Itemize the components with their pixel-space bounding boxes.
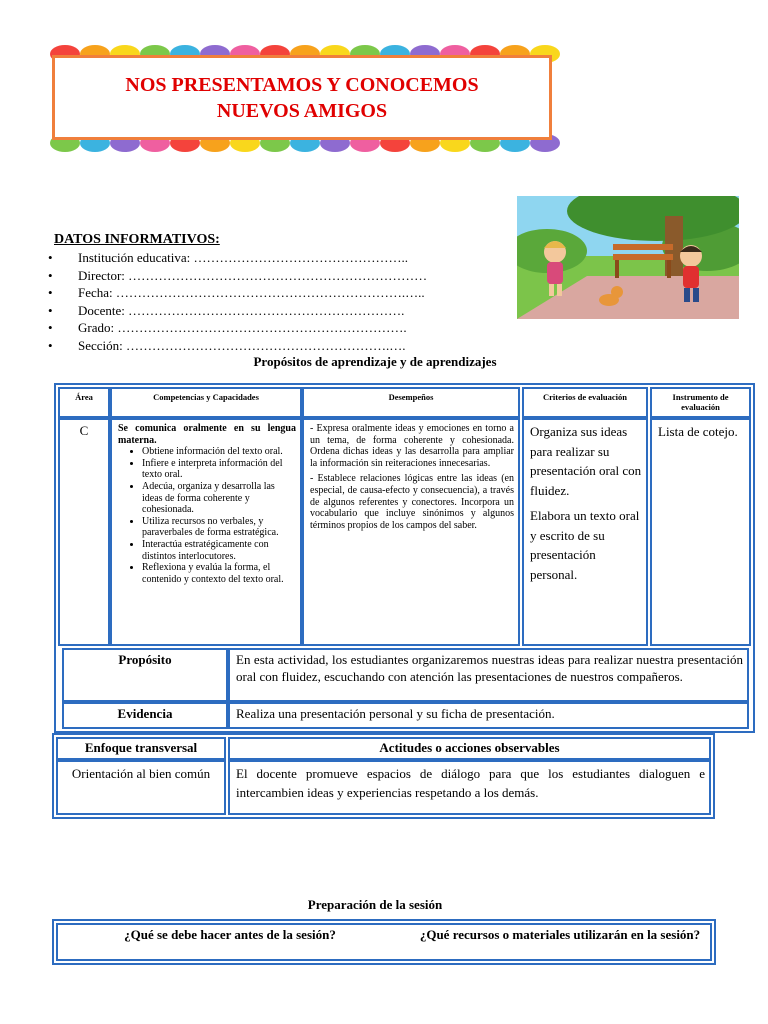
- capacidades-list: [118, 446, 296, 585]
- header-competencias: Competencias y Capacidades: [110, 387, 302, 418]
- proposito-text: En esta actividad, los estudiantes organizaremos nuestras ideas para realizar nuestra presentación oral con fluidez, escuchando con atención las presentaciones de nuestros compañeros.: [228, 648, 749, 702]
- enfoque-header: Enfoque transversal: [56, 737, 226, 760]
- criterio-item: Elabora un texto oral y escrito de su presentación personal.: [530, 508, 640, 582]
- datos-list: [48, 249, 427, 354]
- datos-item-fecha: • Fecha: ………………………………………………………….…..: [48, 284, 427, 302]
- desempeno-item: - Expresa oralmente ideas y emociones en torno a un tema, de forma coherente y cohesionada. Ordena dichas ideas y las desarrolla para ampliar la información sin reiteraciones innecesarias.: [310, 423, 514, 469]
- datos-heading: DATOS INFORMATIVOS:: [54, 232, 220, 247]
- proposito-label: Propósito: [62, 648, 228, 702]
- evidencia-text: Realiza una presentación personal y su ficha de presentación.: [228, 702, 749, 729]
- area-cell: C: [58, 418, 110, 646]
- datos-item-grado: • Grado: ………………………………………………………….: [48, 319, 427, 337]
- datos-item-director: • Director: ……………………………………………………………: [48, 267, 427, 285]
- header-criterios: Criterios de evaluación: [522, 387, 648, 418]
- datos-item-seccion: • Sección: …………………………………………………….….: [48, 337, 427, 355]
- propositos-heading: Propósitos de aprendizaje y de aprendizajes: [253, 354, 497, 369]
- instrumento-text: Lista de cotejo.: [658, 424, 738, 439]
- enfoque-value: Orientación al bien común: [56, 760, 226, 815]
- desempenos-cell: [302, 418, 520, 646]
- capacidad-item: • Infiere e interpreta información del texto oral.: [142, 458, 296, 481]
- datos-item-institucion: • Institución educativa: …………………………………………..: [48, 249, 427, 267]
- title-line-1: NOS PRESENTAMOS Y CONOCEMOS: [125, 73, 479, 96]
- header-desempenos: Desempeños: [302, 387, 520, 418]
- preparacion-col-antes: ¿Qué se debe hacer antes de la sesión?: [124, 927, 336, 942]
- title-banner: [52, 55, 552, 140]
- criterio-item: Organiza sus ideas para realizar su presentación oral con fluidez.: [530, 424, 642, 498]
- capacidad-item: • Reflexiona y evalúa la forma, el contenido y contexto del texto oral.: [142, 562, 296, 585]
- competencia-title: Se comunica oralmente en su lengua materna.: [118, 423, 296, 446]
- competencias-cell: [110, 418, 302, 646]
- capacidad-item: • Interactúa estratégicamente con distintos interlocutores.: [142, 539, 296, 562]
- actitudes-header: Actitudes o acciones observables: [228, 737, 711, 760]
- header-area: Área: [58, 387, 110, 418]
- header-instrumento: Instrumento de evaluación: [650, 387, 751, 418]
- datos-item-docente: • Docente: ……………………………………………………….: [48, 302, 427, 320]
- instrumento-cell: [650, 418, 751, 646]
- actitudes-value: El docente promueve espacios de diálogo para que los estudiantes dialoguen e intercambien ideas y experiencias respetando a los demás.: [228, 760, 711, 815]
- capacidad-item: • Utiliza recursos no verbales, y paraverbales de forma estratégica.: [142, 516, 296, 539]
- criterios-cell: [522, 418, 648, 646]
- preparacion-heading: Preparación de la sesión: [307, 897, 443, 912]
- evidencia-label: Evidencia: [62, 702, 228, 729]
- title-line-2: NUEVOS AMIGOS: [216, 99, 388, 122]
- capacidad-item: • Obtiene información del texto oral.: [142, 446, 296, 458]
- preparacion-col-recursos: ¿Qué recursos o materiales utilizarán en la sesión?: [419, 927, 701, 942]
- page-title: [125, 72, 478, 124]
- desempeno-item: - Establece relaciones lógicas entre las ideas (en especial, de causa-efecto y consecuencia), a través de algunos referentes y conectores. Incorpora un vocabulario que incluye sinónimos y algunos términos propios de los campos del saber.: [310, 473, 514, 531]
- park-children-illustration: [517, 196, 739, 319]
- capacidad-item: • Adecúa, organiza y desarrolla las ideas de forma coherente y cohesionada.: [142, 481, 296, 516]
